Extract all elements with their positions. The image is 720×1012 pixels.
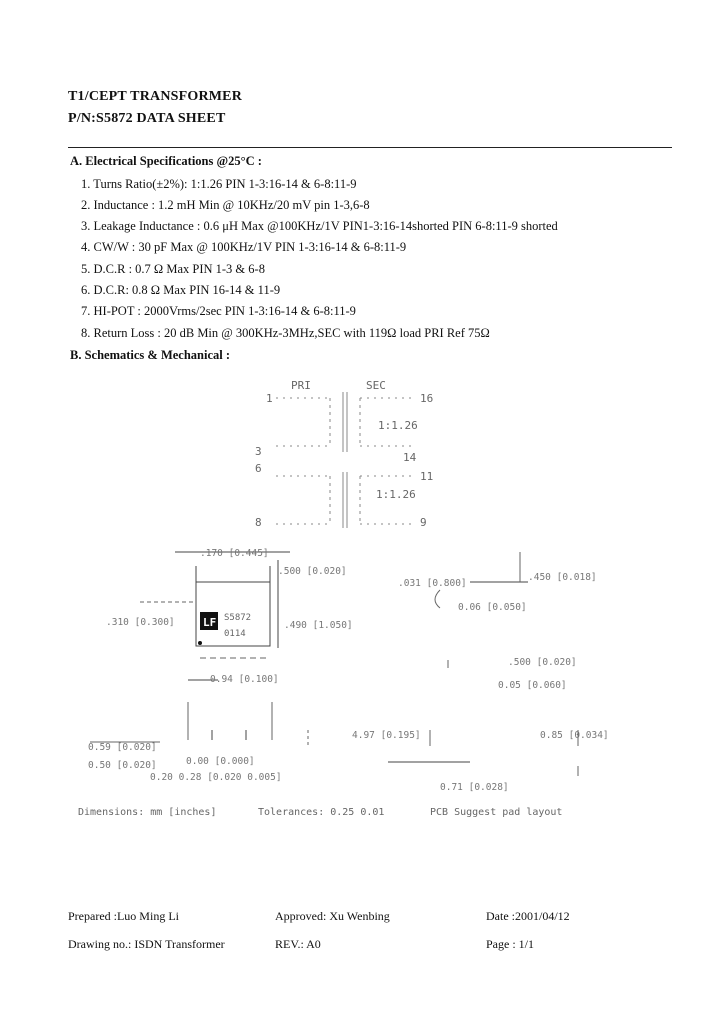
dim-label-15: 0.20 0.28 [0.020 0.005] (150, 772, 282, 783)
dim-label-17: 0.00 [0.000] (186, 756, 255, 767)
part-marking: S5872 (224, 613, 252, 623)
drawing-number: Drawing no.: ISDN Transformer (68, 937, 225, 951)
spec-item-8: 8. Return Loss : 20 dB Min @ 300KHz-3MHz,SEC with 119Ω load PRI Ref 75Ω (81, 326, 490, 340)
ratio-label-1: 1:1.26 (378, 419, 418, 432)
spec-item-7: 7. HI-POT : 2000Vrms/2sec PIN 1-3:16-14 & 6-8:11-9 (81, 304, 356, 318)
dim-label-1: .170 [0.445] (200, 548, 269, 559)
prepared-by: Prepared :Luo Ming Li (68, 909, 179, 923)
pin-14-label: 14 (403, 451, 417, 464)
pin-11-label: 11 (420, 470, 434, 483)
dim-label-12: 0.85 [0.034] (540, 730, 609, 741)
dim-label-5: .031 [0.800] (398, 578, 467, 589)
approved-by: Approved: Xu Wenbing (275, 909, 390, 923)
side-view-arc (435, 590, 440, 608)
spec-item-3: 3. Leakage Inductance : 0.6 μH Max @100KHz/1V PIN1-3:16-14shorted PIN 6-8:11-9 shorted (81, 219, 558, 233)
spec-item-2: 2. Inductance : 1.2 mH Min @ 10KHz/20 mV pin 1-3,6-8 (81, 198, 370, 212)
pin-9-label: 9 (420, 516, 427, 529)
dim-label-6: .450 [0.018] (528, 572, 597, 583)
spec-item-4: 4. CW/W : 30 pF Max @ 100KHz/1V PIN 1-3:16-14 & 6-8:11-9 (81, 240, 407, 254)
dim-label-8: 0.94 [0.100] (210, 674, 279, 685)
date-marking: 0114 (224, 629, 246, 639)
section-b-heading: B. Schematics & Mechanical : (70, 348, 231, 362)
pin-8-label: 8 (255, 516, 262, 529)
dim-label-9: .500 [0.020] (508, 657, 577, 668)
note-units: Dimensions: mm [inches] (78, 807, 217, 818)
pin-16-label: 16 (420, 392, 434, 405)
dim-label-3: .310 [0.300] (106, 617, 175, 628)
dim-label-10: 0.05 [0.060] (498, 680, 567, 691)
dim-label-14: 0.50 [0.020] (88, 760, 157, 771)
brand-logo-text: LF (203, 616, 217, 629)
dim-label-16: 0.71 [0.028] (440, 782, 509, 793)
page-number: Page : 1/1 (486, 937, 534, 951)
spec-item-5: 5. D.C.R : 0.7 Ω Max PIN 1-3 & 6-8 (81, 262, 265, 276)
spec-item-1: 1. Turns Ratio(±2%): 1:1.26 PIN 1-3:16-14 & 6-8:11-9 (81, 177, 357, 191)
dim-label-13: 0.59 [0.020] (88, 742, 157, 753)
title-line-2: P/N:S5872 DATA SHEET (68, 111, 226, 126)
pin-1-label: 1 (266, 392, 273, 405)
pin-3-label: 3 (255, 445, 262, 458)
revision: REV.: A0 (275, 937, 321, 951)
title-line-1: T1/CEPT TRANSFORMER (68, 89, 243, 104)
sec-label: SEC (366, 379, 386, 392)
pin-1-dot-icon (198, 641, 202, 645)
dim-label-11: 4.97 [0.195] (352, 730, 421, 741)
section-a-heading: A. Electrical Specifications @25°C : (70, 154, 262, 168)
note-tolerance: Tolerances: 0.25 0.01 (258, 807, 385, 818)
note-pad-layout: PCB Suggest pad layout (430, 807, 563, 818)
document-date: Date :2001/04/12 (486, 909, 570, 923)
ratio-label-2: 1:1.26 (376, 488, 416, 501)
spec-item-6: 6. D.C.R: 0.8 Ω Max PIN 16-14 & 11-9 (81, 283, 281, 297)
pri-label: PRI (291, 379, 311, 392)
dim-label-4: .490 [1.050] (284, 620, 353, 631)
dim-label-2: .500 [0.020] (278, 566, 347, 577)
pin-6-label: 6 (255, 462, 262, 475)
dim-label-7: 0.06 [0.050] (458, 602, 527, 613)
